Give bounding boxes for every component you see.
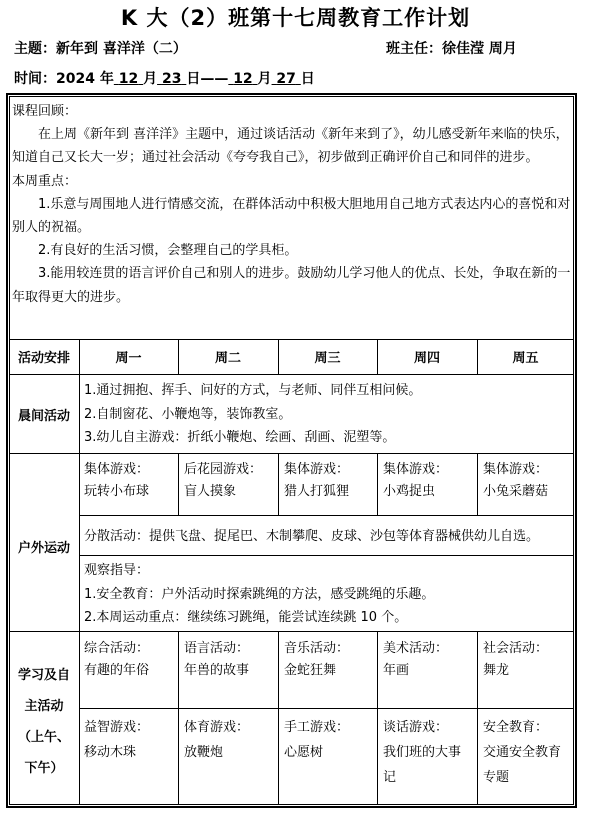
focus-item: 3.能用较连贯的语言评价自己和别人的进步。鼓励幼儿学习他人的优点、长处，争取在新的一年取得更大的进步。 xyxy=(12,266,571,305)
outdoor-label: 户外运动 xyxy=(17,541,70,556)
learning-cell: 语言活动： 年兽的故事 xyxy=(184,641,250,678)
learning-cell: 体育游戏： 放鞭炮 xyxy=(184,720,250,760)
day-header: 周二 xyxy=(214,351,241,366)
list-item: 1.通过拥抱、挥手、问好的方式，与老师、同伴互相问候。 xyxy=(84,383,422,398)
learning-label: 学习及自 主活动 （上午、 下午） xyxy=(17,668,70,776)
divider xyxy=(79,515,574,516)
learning-cell: 美术活动： 年画 xyxy=(383,641,449,678)
divider xyxy=(178,453,179,515)
row-header-label: 活动安排 xyxy=(17,351,70,366)
teachers-line: 班主任：徐佳滢 周月 xyxy=(386,41,517,57)
divider xyxy=(477,631,478,805)
learning-cell: 音乐活动： 金蛇狂舞 xyxy=(284,641,350,678)
date-prefix: 时间：2024 年 xyxy=(14,71,114,87)
morning-activities xyxy=(84,379,572,450)
review-heading: 课程回顾： xyxy=(12,104,78,119)
theme-line: 主题：新年到 喜洋洋（二） xyxy=(14,41,187,57)
page-title: K 大（2）班第十七周教育工作计划 xyxy=(120,6,471,30)
divider xyxy=(9,631,574,632)
outdoor-game-cell: 集体游戏： 玩转小布球 xyxy=(84,462,150,499)
end-day: 27 xyxy=(276,71,296,87)
divider xyxy=(79,708,574,709)
divider xyxy=(9,453,574,454)
start-day: 23 xyxy=(161,71,182,87)
divider xyxy=(178,631,179,805)
learning-cell: 手工游戏： 心愿树 xyxy=(284,720,350,760)
learning-cell: 安全教育： 交通安全教育专题 xyxy=(483,720,562,785)
list-item: 2.自制窗花、小鞭炮等，装饰教室。 xyxy=(84,406,292,422)
scatter-activity: 分散活动：提供飞盘、捉尾巴、木制攀爬、皮球、沙包等体育器械供幼儿自选。 xyxy=(84,529,540,544)
end-month: 12 xyxy=(233,71,253,87)
learning-cell: 社会活动： 舞龙 xyxy=(483,641,549,678)
focus-heading: 本周重点： xyxy=(12,173,78,189)
learning-cell: 谈话游戏： 我们班的大事记 xyxy=(383,720,462,785)
morning-label: 晨间活动 xyxy=(17,409,70,424)
outdoor-game-cell: 集体游戏： 小鸡捉虫 xyxy=(383,462,449,499)
review-section xyxy=(12,100,572,309)
divider xyxy=(278,453,279,515)
date-line: 时间：2024 年 12 月 23 日—— 12 月 27 日 xyxy=(14,71,315,87)
outdoor-game-cell: 集体游戏： 猎人打狐狸 xyxy=(284,462,350,499)
divider xyxy=(477,453,478,515)
divider xyxy=(79,339,80,805)
day-header: 周三 xyxy=(314,351,341,366)
divider xyxy=(79,555,574,556)
focus-item: 1.乐意与周围地人进行情感交流，在群体活动中积极大胆地用自己地方式表达内心的喜悦和对别人的祝福。 xyxy=(12,196,571,236)
outdoor-game-cell: 集体游戏： 小兔采蘑菇 xyxy=(483,462,549,499)
divider xyxy=(377,453,378,515)
day-header: 周五 xyxy=(512,351,539,366)
divider xyxy=(9,374,574,375)
learning-cell: 益智游戏： 移动木珠 xyxy=(84,720,150,760)
day-header: 周一 xyxy=(115,351,142,366)
observation-guide: 观察指导： 1.安全教育：户外活动时探索跳绳的方法，感受跳绳的乐趣。 2.本周运动重点：继续练习跳绳，能尝试连续跳 10 个。 xyxy=(84,559,572,630)
day-header: 周四 xyxy=(413,351,440,366)
learning-cell: 综合活动： 有趣的年俗 xyxy=(84,641,150,678)
focus-item: 2.有良好的生活习惯，会整理自己的学具柜。 xyxy=(38,243,298,259)
review-text: 在上周《新年到 喜洋洋》主题中，通过谈话活动《新年来到了》，幼儿感受新年来临的快乐，知道自己又长大一岁；通过社会活动《夸夸我自己》，初步做到正确评价自己和同伴的进步。 xyxy=(12,127,569,166)
outdoor-game-cell: 后花园游戏： 盲人摸象 xyxy=(184,462,263,499)
divider xyxy=(377,631,378,805)
list-item: 1.安全教育：户外活动时探索跳绳的方法，感受跳绳的乐趣。 xyxy=(84,586,435,602)
divider xyxy=(9,339,574,340)
list-item: 3.幼儿自主游戏：折纸小鞭炮、绘画、刮画、泥塑等。 xyxy=(84,430,396,445)
list-item: 2.本周运动重点：继续练习跳绳，能尝试连续跳 10 个。 xyxy=(84,610,408,625)
divider xyxy=(278,631,279,805)
start-month: 12 xyxy=(118,71,139,87)
